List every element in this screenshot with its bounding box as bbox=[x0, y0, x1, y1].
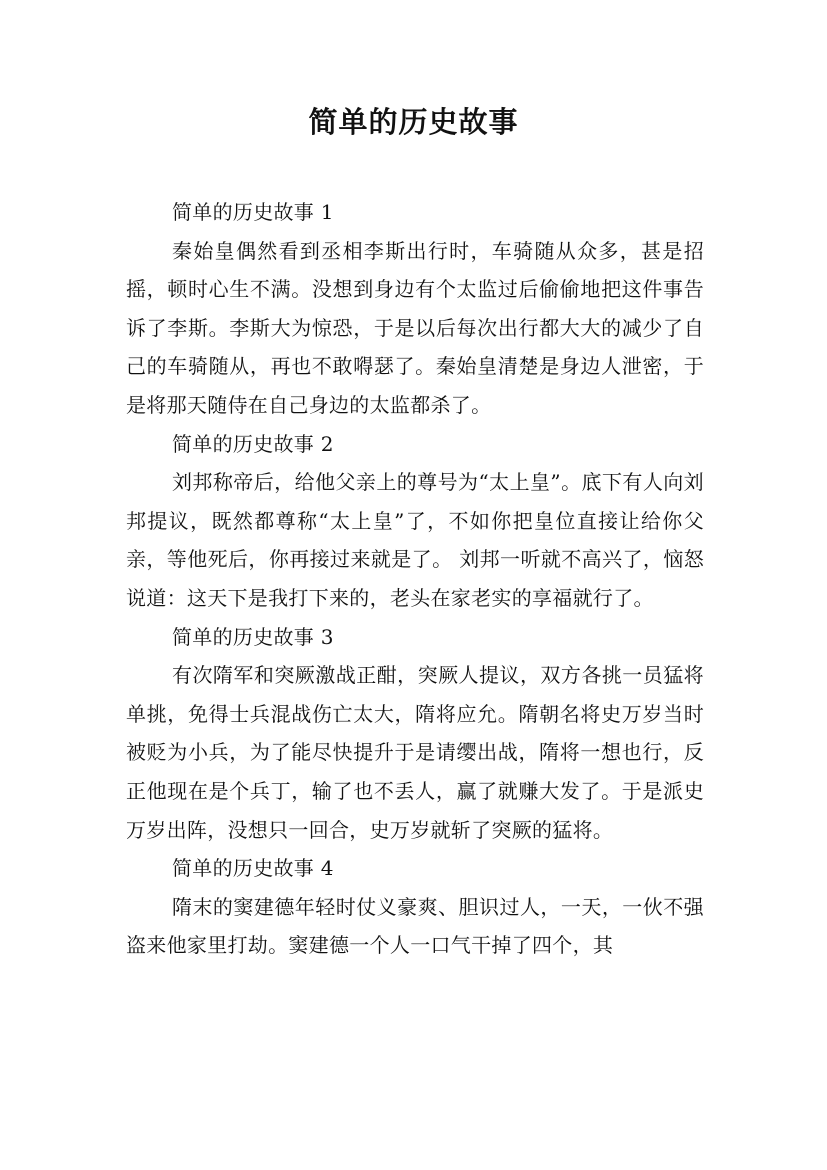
section-heading-4: 简单的历史故事 4 bbox=[172, 856, 334, 881]
document-body bbox=[126, 193, 704, 965]
section-heading-1: 简单的历史故事 1 bbox=[172, 200, 334, 224]
section-heading-2: 简单的历史故事 2 bbox=[172, 431, 334, 456]
section-paragraph-3: 有次隋军和突厥激战正酣，突厥人提议，双方各挑一员猛将单挑，免得士兵混战伤亡太大，隋将应允。隋朝名将史万岁当时被贬为小兵，为了能尽快提升于是请缨出战，隋将一想也行，反正他现在是个兵丁，输了也不丢人，赢了就赚大发了。于是派史万岁出阵，没想只一回合，史万岁就斩了突厥的猛将。 bbox=[126, 663, 704, 842]
section-heading-3: 简单的历史故事 3 bbox=[172, 624, 334, 649]
section-paragraph-4: 隋末的窦建德年轻时仗义豪爽、胆识过人，一天，一伙不强盗来他家里打劫。窦建德一个人一口气干掉了四个，其 bbox=[126, 894, 704, 958]
section-paragraph-1: 秦始皇偶然看到丞相李斯出行时，车骑随从众多，甚是招摇，顿时心生不满。没想到身边有个太监过后偷偷地把这件事告诉了李斯。李斯大为惊恐，于是以后每次出行都大大的减少了自己的车骑随从，再也不敢嘚瑟了。秦始皇清楚是身边人泄密，于是将那天随侍在自己身边的太监都杀了。 bbox=[126, 238, 704, 417]
section-paragraph-2: 刘邦称帝后，给他父亲上的尊号为“太上皇”。底下有人向刘邦提议，既然都尊称“太上皇”了，不如你把皇位直接让给你父亲，等他死后，你再接过来就是了。 刘邦一听就不高兴了，恼怒说道：这天下是我打下来的，老头在家老实的享福就行了。 bbox=[126, 470, 704, 610]
document-title: 简单的历史故事 bbox=[308, 105, 519, 139]
